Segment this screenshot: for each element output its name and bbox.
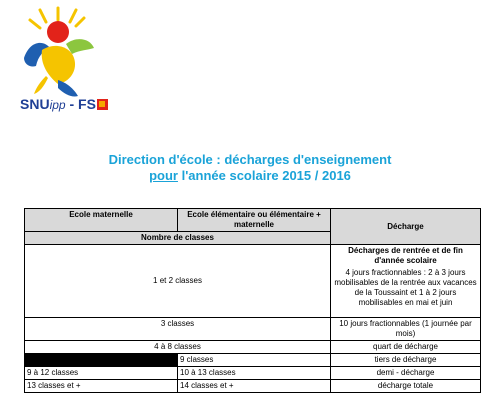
decharge-cell	[331, 245, 481, 318]
decharge-cell: 10 jours fractionnables (1 journée par mois)	[331, 318, 481, 341]
header-ecole-elementaire: Ecole élémentaire ou élémentaire + maternelle	[178, 209, 331, 232]
decharge-rentree-text: 4 jours fractionnables : 2 à 3 jours mobilisables de la rentrée aux vacances de la Toussaint et 1 à 2 jours mobilisables en mai et juin	[334, 268, 477, 307]
maternelle-cell: 9 à 12 classes	[25, 367, 178, 380]
row-4-8-classes: 4 à 8 classes	[25, 341, 331, 354]
document-subtitle: pour l'année scolaire 2015 / 2016	[149, 168, 351, 183]
row-3-classes: 3 classes	[25, 318, 331, 341]
decharge-rentree-title: Décharges de rentrée et de fin d'année scolaire	[348, 246, 463, 265]
redacted-cell	[25, 354, 178, 367]
document-title: Direction d'école : décharges d'enseignement	[108, 152, 392, 167]
decharges-table	[24, 208, 481, 393]
table-row	[25, 380, 481, 393]
decharge-cell: décharge totale	[331, 380, 481, 393]
elementaire-cell: 10 à 13 classes	[178, 367, 331, 380]
elementaire-cell: 14 classes et +	[178, 380, 331, 393]
table-row	[25, 367, 481, 380]
decharge-cell: demi - décharge	[331, 367, 481, 380]
maternelle-cell: 13 classes et +	[25, 380, 178, 393]
fsu-mark-icon	[97, 99, 108, 110]
row-1-2-classes: 1 et 2 classes	[25, 245, 331, 318]
elementaire-cell: 9 classes	[178, 354, 331, 367]
decharge-cell: quart de décharge	[331, 341, 481, 354]
table-row	[25, 318, 481, 341]
header-ecole-maternelle: Ecole maternelle	[25, 209, 178, 232]
header-nombre-de-classes: Nombre de classes	[25, 232, 331, 245]
decharge-cell: tiers de décharge	[331, 354, 481, 367]
table-row	[25, 245, 481, 318]
snuipp-fsu-logo-text: SNUipp - FS	[20, 96, 108, 112]
table-row	[25, 354, 481, 367]
table-header-row	[25, 209, 481, 232]
table-row	[25, 341, 481, 354]
header-decharge: Décharge	[331, 209, 481, 245]
